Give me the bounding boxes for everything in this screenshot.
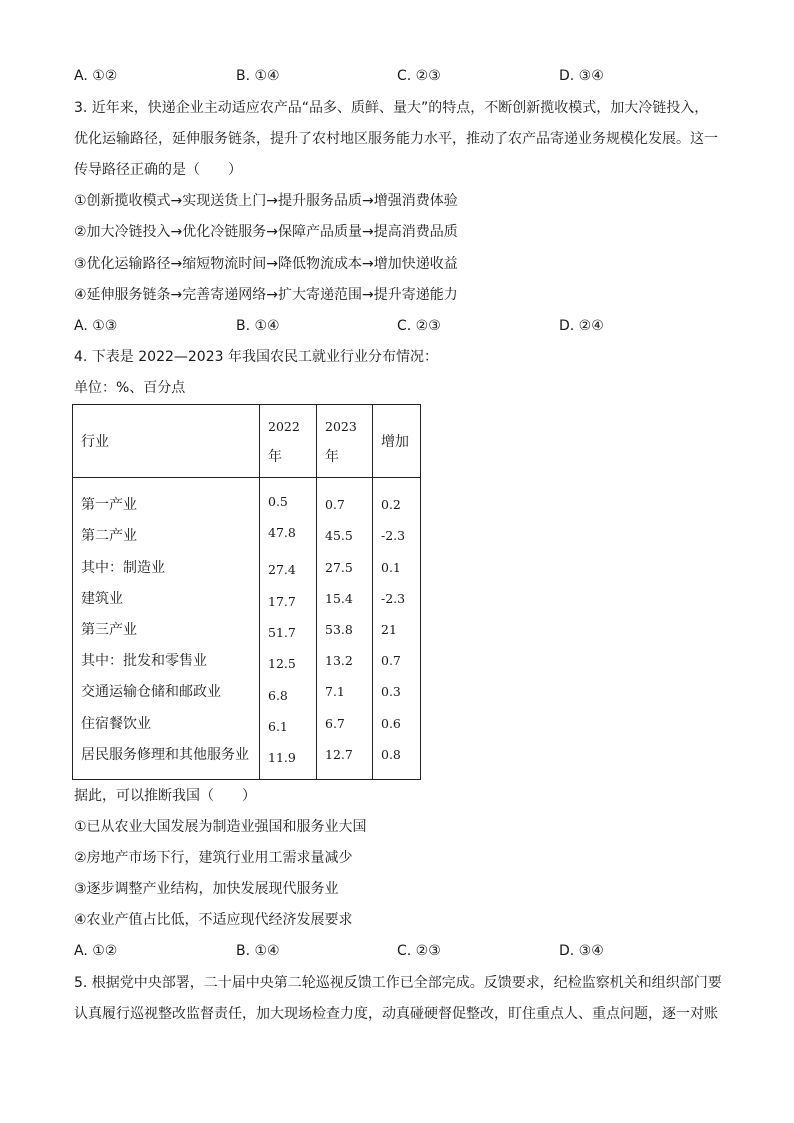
value-change: -2.3 bbox=[381, 528, 406, 543]
value-change: -2.3 bbox=[381, 591, 406, 606]
q2-option-a: A. ①② bbox=[74, 68, 118, 84]
q4-option-a: A. ①② bbox=[74, 943, 118, 959]
q5-stem-line-2: 认真履行巡视整改监督责任，加大现场检查力度，动真碰硬督促整改，盯住重点人、重点问题，逐一对账 bbox=[74, 1006, 718, 1022]
change-column bbox=[373, 478, 421, 780]
q3-option-c: C. ②③ bbox=[397, 318, 441, 334]
header-2023-year: 2023 bbox=[325, 419, 357, 434]
header-2022-suffix: 年 bbox=[268, 449, 282, 465]
industry-label: 住宿餐饮业 bbox=[81, 716, 151, 732]
q2-options bbox=[74, 66, 734, 86]
q3-options bbox=[74, 316, 734, 336]
q4-statement-1: ①已从农业大国发展为制造业强国和服务业大国 bbox=[74, 819, 367, 835]
table-header-row bbox=[73, 405, 421, 478]
value-2022: 6.8 bbox=[268, 688, 288, 703]
industry-label: 第一产业 bbox=[81, 497, 137, 513]
q3-option-b: B. ①④ bbox=[236, 318, 280, 334]
header-2022-year: 2022 bbox=[268, 419, 300, 434]
q3-option-d: D. ②④ bbox=[559, 318, 604, 334]
value-2023: 7.1 bbox=[325, 684, 345, 699]
q4-statement-4: ④农业产值占比低，不适应现代经济发展要求 bbox=[74, 912, 353, 928]
q2-option-b: B. ①④ bbox=[236, 68, 280, 84]
y2023-column bbox=[317, 478, 373, 780]
q2-option-d: D. ③④ bbox=[559, 68, 604, 84]
value-2023: 6.7 bbox=[325, 716, 345, 731]
q3-statement-3: ③优化运输路径→缩短物流时间→降低物流成本→增加快递收益 bbox=[74, 256, 458, 272]
q4-options bbox=[74, 941, 734, 961]
industry-column bbox=[73, 478, 260, 780]
industry-label: 居民服务修理和其他服务业 bbox=[81, 747, 249, 763]
q4-unit: 单位：%、百分点 bbox=[74, 380, 186, 396]
q5-stem-line-1: 5. 根据党中央部署，二十届中央第二轮巡视反馈工作已全部完成。反馈要求，纪检监察机关和组织部门要 bbox=[74, 975, 722, 991]
value-2023: 45.5 bbox=[325, 528, 353, 543]
table-body-row bbox=[73, 478, 421, 780]
q4-question: 据此，可以推断我国（ ） bbox=[74, 788, 256, 804]
q4-intro: 4. 下表是 2022—2023 年我国农民工就业行业分布情况： bbox=[74, 349, 438, 365]
industry-label: 建筑业 bbox=[81, 591, 123, 607]
value-2022: 6.1 bbox=[268, 719, 288, 734]
value-2023: 0.7 bbox=[325, 497, 345, 512]
y2022-column bbox=[260, 478, 317, 780]
value-2022: 11.9 bbox=[268, 750, 296, 765]
q3-stem-line-2: 优化运输路径，延伸服务链条，提升了农村地区服务能力水平，推动了农产品寄递业务规模化发展。这一 bbox=[74, 131, 718, 147]
industry-label: 其中：批发和零售业 bbox=[81, 653, 207, 669]
value-2022: 0.5 bbox=[268, 494, 288, 509]
industry-label: 第二产业 bbox=[81, 528, 137, 544]
q4-option-c: C. ②③ bbox=[397, 943, 441, 959]
value-2023: 27.5 bbox=[325, 560, 353, 575]
employment-table bbox=[72, 404, 421, 780]
header-industry-cell bbox=[73, 405, 260, 478]
value-2023: 12.7 bbox=[325, 747, 353, 762]
header-change-cell bbox=[373, 405, 421, 478]
q4-option-d: D. ③④ bbox=[559, 943, 604, 959]
value-2023: 15.4 bbox=[325, 591, 353, 606]
header-2023-cell bbox=[317, 405, 373, 478]
value-2022: 17.7 bbox=[268, 594, 296, 609]
q3-statement-4: ④延伸服务链条→完善寄递网络→扩大寄递范围→提升寄递能力 bbox=[74, 287, 458, 303]
header-2022-cell bbox=[260, 405, 317, 478]
value-change: 0.7 bbox=[381, 653, 401, 668]
header-change: 增加 bbox=[381, 434, 409, 450]
industry-label: 第三产业 bbox=[81, 622, 137, 638]
value-2022: 51.7 bbox=[268, 625, 296, 640]
value-change: 0.6 bbox=[381, 716, 401, 731]
q3-statement-2: ②加大冷链投入→优化冷链服务→保障产品质量→提高消费品质 bbox=[74, 224, 458, 240]
header-2023-suffix: 年 bbox=[325, 449, 339, 465]
q4-option-b: B. ①④ bbox=[236, 943, 280, 959]
header-industry: 行业 bbox=[81, 434, 109, 450]
value-change: 0.8 bbox=[381, 747, 401, 762]
q4-statement-2: ②房地产市场下行，建筑行业用工需求量减少 bbox=[74, 850, 353, 866]
value-2023: 53.8 bbox=[325, 622, 353, 637]
q3-stem-line-1: 3. 近年来，快递企业主动适应农产品“品多、质鲜、量大”的特点，不断创新揽收模式，加大冷链投入， bbox=[74, 100, 709, 116]
value-2023: 13.2 bbox=[325, 653, 353, 668]
value-change: 0.2 bbox=[381, 497, 401, 512]
industry-label: 交通运输仓储和邮政业 bbox=[81, 684, 221, 700]
q3-statement-1: ①创新揽收模式→实现送货上门→提升服务品质→增强消费体验 bbox=[74, 193, 458, 209]
q4-statement-3: ③逐步调整产业结构，加快发展现代服务业 bbox=[74, 881, 339, 897]
value-change: 0.3 bbox=[381, 684, 401, 699]
value-change: 21 bbox=[381, 622, 397, 637]
value-2022: 12.5 bbox=[268, 656, 296, 671]
value-change: 0.1 bbox=[381, 560, 401, 575]
industry-label: 其中：制造业 bbox=[81, 560, 165, 576]
value-2022: 47.8 bbox=[268, 525, 296, 540]
q3-option-a: A. ①③ bbox=[74, 318, 118, 334]
value-2022: 27.4 bbox=[268, 562, 296, 577]
q3-stem-line-3: 传导路径正确的是（ ） bbox=[74, 162, 242, 178]
q2-option-c: C. ②③ bbox=[397, 68, 441, 84]
